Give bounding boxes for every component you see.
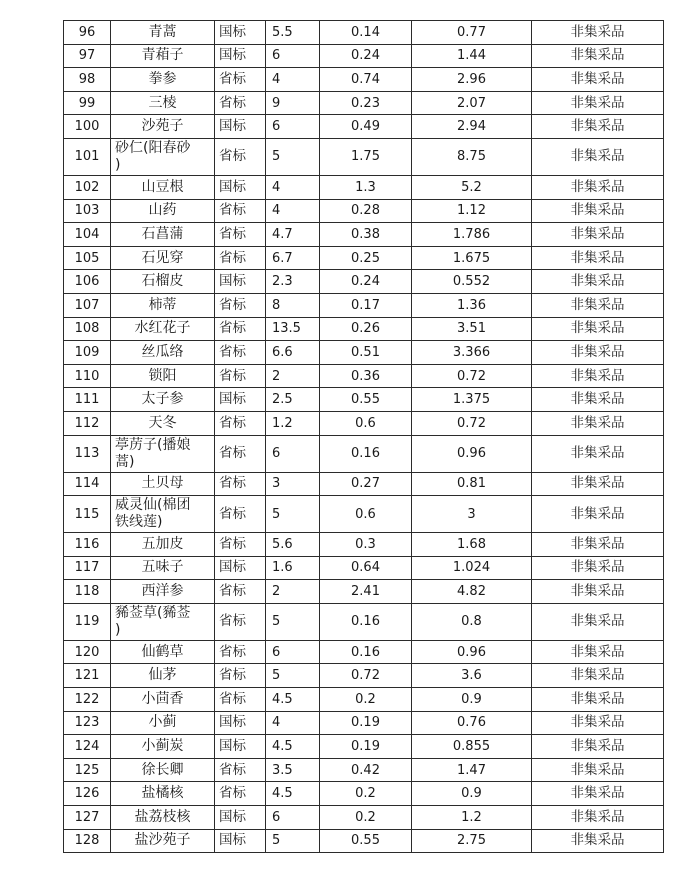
value-c-cell: 0.72 bbox=[412, 411, 532, 435]
value-c-cell: 0.72 bbox=[412, 364, 532, 388]
procurement-type-cell: 非集采品 bbox=[532, 388, 664, 412]
value-b-cell: 0.38 bbox=[320, 223, 412, 247]
row-number-cell: 102 bbox=[64, 175, 111, 199]
value-b-cell: 0.14 bbox=[320, 21, 412, 45]
procurement-type-cell: 非集采品 bbox=[532, 829, 664, 853]
table-row bbox=[64, 829, 664, 853]
herb-name-cell: 西洋参 bbox=[111, 580, 215, 604]
row-number-cell: 128 bbox=[64, 829, 111, 853]
table-row bbox=[64, 91, 664, 115]
value-b-cell: 0.16 bbox=[320, 435, 412, 472]
value-b-cell: 0.36 bbox=[320, 364, 412, 388]
standard-cell: 省标 bbox=[215, 603, 266, 640]
value-b-cell: 0.6 bbox=[320, 411, 412, 435]
procurement-type-cell: 非集采品 bbox=[532, 496, 664, 533]
value-a-cell: 6.7 bbox=[266, 246, 320, 270]
herb-name-cell: 五加皮 bbox=[111, 533, 215, 557]
value-a-cell: 4 bbox=[266, 175, 320, 199]
value-a-cell: 4.5 bbox=[266, 782, 320, 806]
standard-cell: 国标 bbox=[215, 115, 266, 139]
herb-name-cell: 徐长卿 bbox=[111, 758, 215, 782]
value-b-cell: 0.49 bbox=[320, 115, 412, 139]
row-number-cell: 117 bbox=[64, 556, 111, 580]
value-c-cell: 3.6 bbox=[412, 664, 532, 688]
value-a-cell: 6 bbox=[266, 115, 320, 139]
herb-name-cell: 石见穿 bbox=[111, 246, 215, 270]
value-a-cell: 2 bbox=[266, 580, 320, 604]
herb-name-cell: 山豆根 bbox=[111, 175, 215, 199]
value-b-cell: 0.64 bbox=[320, 556, 412, 580]
value-b-cell: 0.19 bbox=[320, 735, 412, 759]
table-row bbox=[64, 175, 664, 199]
table-row bbox=[64, 293, 664, 317]
procurement-type-cell: 非集采品 bbox=[532, 91, 664, 115]
procurement-type-cell: 非集采品 bbox=[532, 21, 664, 45]
value-b-cell: 0.74 bbox=[320, 68, 412, 92]
row-number-cell: 97 bbox=[64, 44, 111, 68]
herb-name-cell: 小蓟炭 bbox=[111, 735, 215, 759]
value-b-cell: 0.72 bbox=[320, 664, 412, 688]
table-row bbox=[64, 199, 664, 223]
table-row bbox=[64, 533, 664, 557]
row-number-cell: 124 bbox=[64, 735, 111, 759]
procurement-type-cell: 非集采品 bbox=[532, 758, 664, 782]
value-c-cell: 2.07 bbox=[412, 91, 532, 115]
table-row bbox=[64, 580, 664, 604]
procurement-type-cell: 非集采品 bbox=[532, 341, 664, 365]
table-row bbox=[64, 246, 664, 270]
procurement-type-cell: 非集采品 bbox=[532, 411, 664, 435]
table-row bbox=[64, 758, 664, 782]
value-b-cell: 0.25 bbox=[320, 246, 412, 270]
value-c-cell: 1.375 bbox=[412, 388, 532, 412]
value-a-cell: 2.3 bbox=[266, 270, 320, 294]
value-c-cell: 2.96 bbox=[412, 68, 532, 92]
procurement-type-cell: 非集采品 bbox=[532, 533, 664, 557]
procurement-type-cell: 非集采品 bbox=[532, 556, 664, 580]
herb-name-cell: 盐荔枝核 bbox=[111, 806, 215, 830]
standard-cell: 省标 bbox=[215, 411, 266, 435]
herb-name-cell: 豨莶草(豨莶 ) bbox=[111, 603, 215, 640]
value-b-cell: 0.24 bbox=[320, 270, 412, 294]
value-b-cell: 0.19 bbox=[320, 711, 412, 735]
value-b-cell: 0.16 bbox=[320, 603, 412, 640]
standard-cell: 省标 bbox=[215, 758, 266, 782]
table-body bbox=[64, 21, 664, 853]
standard-cell: 省标 bbox=[215, 688, 266, 712]
herb-name-cell: 水红花子 bbox=[111, 317, 215, 341]
herb-name-cell: 柿蒂 bbox=[111, 293, 215, 317]
standard-cell: 省标 bbox=[215, 223, 266, 247]
row-number-cell: 106 bbox=[64, 270, 111, 294]
standard-cell: 省标 bbox=[215, 496, 266, 533]
value-a-cell: 4.5 bbox=[266, 735, 320, 759]
row-number-cell: 100 bbox=[64, 115, 111, 139]
procurement-type-cell: 非集采品 bbox=[532, 199, 664, 223]
herb-name-cell: 沙苑子 bbox=[111, 115, 215, 139]
table-row bbox=[64, 364, 664, 388]
value-b-cell: 0.2 bbox=[320, 806, 412, 830]
row-number-cell: 116 bbox=[64, 533, 111, 557]
value-c-cell: 1.675 bbox=[412, 246, 532, 270]
herb-name-cell: 仙鹤草 bbox=[111, 640, 215, 664]
standard-cell: 省标 bbox=[215, 293, 266, 317]
value-c-cell: 1.12 bbox=[412, 199, 532, 223]
herb-name-cell: 石菖蒲 bbox=[111, 223, 215, 247]
value-c-cell: 0.76 bbox=[412, 711, 532, 735]
row-number-cell: 108 bbox=[64, 317, 111, 341]
table-row bbox=[64, 388, 664, 412]
herb-name-cell: 盐沙苑子 bbox=[111, 829, 215, 853]
procurement-type-cell: 非集采品 bbox=[532, 603, 664, 640]
procurement-type-cell: 非集采品 bbox=[532, 806, 664, 830]
standard-cell: 国标 bbox=[215, 711, 266, 735]
value-b-cell: 0.26 bbox=[320, 317, 412, 341]
value-b-cell: 0.55 bbox=[320, 829, 412, 853]
value-a-cell: 5.5 bbox=[266, 21, 320, 45]
herb-name-cell: 盐橘核 bbox=[111, 782, 215, 806]
value-c-cell: 0.81 bbox=[412, 472, 532, 496]
herb-name-cell: 砂仁(阳春砂 ) bbox=[111, 138, 215, 175]
value-a-cell: 4.7 bbox=[266, 223, 320, 247]
standard-cell: 国标 bbox=[215, 388, 266, 412]
herb-name-cell: 拳参 bbox=[111, 68, 215, 92]
procurement-type-cell: 非集采品 bbox=[532, 472, 664, 496]
row-number-cell: 96 bbox=[64, 21, 111, 45]
table-row bbox=[64, 341, 664, 365]
herb-name-cell: 锁阳 bbox=[111, 364, 215, 388]
standard-cell: 省标 bbox=[215, 317, 266, 341]
value-a-cell: 5 bbox=[266, 664, 320, 688]
procurement-type-cell: 非集采品 bbox=[532, 138, 664, 175]
herb-name-cell: 青蒿 bbox=[111, 21, 215, 45]
value-b-cell: 0.28 bbox=[320, 199, 412, 223]
row-number-cell: 115 bbox=[64, 496, 111, 533]
value-c-cell: 8.75 bbox=[412, 138, 532, 175]
standard-cell: 省标 bbox=[215, 91, 266, 115]
herb-name-cell: 小蓟 bbox=[111, 711, 215, 735]
standard-cell: 国标 bbox=[215, 556, 266, 580]
value-a-cell: 3 bbox=[266, 472, 320, 496]
table-row bbox=[64, 115, 664, 139]
row-number-cell: 125 bbox=[64, 758, 111, 782]
herb-name-cell: 太子参 bbox=[111, 388, 215, 412]
herb-name-cell: 天冬 bbox=[111, 411, 215, 435]
value-a-cell: 1.2 bbox=[266, 411, 320, 435]
standard-cell: 省标 bbox=[215, 246, 266, 270]
standard-cell: 省标 bbox=[215, 138, 266, 175]
standard-cell: 国标 bbox=[215, 270, 266, 294]
table-row bbox=[64, 806, 664, 830]
value-a-cell: 2.5 bbox=[266, 388, 320, 412]
value-c-cell: 2.75 bbox=[412, 829, 532, 853]
value-c-cell: 3 bbox=[412, 496, 532, 533]
row-number-cell: 123 bbox=[64, 711, 111, 735]
value-a-cell: 3.5 bbox=[266, 758, 320, 782]
value-c-cell: 0.96 bbox=[412, 640, 532, 664]
procurement-type-cell: 非集采品 bbox=[532, 68, 664, 92]
value-b-cell: 0.17 bbox=[320, 293, 412, 317]
value-b-cell: 0.16 bbox=[320, 640, 412, 664]
row-number-cell: 119 bbox=[64, 603, 111, 640]
row-number-cell: 126 bbox=[64, 782, 111, 806]
value-a-cell: 6 bbox=[266, 435, 320, 472]
value-b-cell: 0.3 bbox=[320, 533, 412, 557]
table-row bbox=[64, 138, 664, 175]
row-number-cell: 101 bbox=[64, 138, 111, 175]
row-number-cell: 99 bbox=[64, 91, 111, 115]
herb-name-cell: 三棱 bbox=[111, 91, 215, 115]
row-number-cell: 113 bbox=[64, 435, 111, 472]
procurement-type-cell: 非集采品 bbox=[532, 435, 664, 472]
value-b-cell: 0.2 bbox=[320, 782, 412, 806]
table-row bbox=[64, 472, 664, 496]
value-a-cell: 9 bbox=[266, 91, 320, 115]
value-c-cell: 1.024 bbox=[412, 556, 532, 580]
document-page bbox=[63, 20, 663, 853]
standard-cell: 省标 bbox=[215, 68, 266, 92]
value-b-cell: 0.42 bbox=[320, 758, 412, 782]
value-c-cell: 1.47 bbox=[412, 758, 532, 782]
value-c-cell: 0.77 bbox=[412, 21, 532, 45]
value-c-cell: 1.2 bbox=[412, 806, 532, 830]
value-a-cell: 5 bbox=[266, 496, 320, 533]
procurement-type-cell: 非集采品 bbox=[532, 317, 664, 341]
row-number-cell: 127 bbox=[64, 806, 111, 830]
table-row bbox=[64, 735, 664, 759]
value-c-cell: 1.36 bbox=[412, 293, 532, 317]
standard-cell: 省标 bbox=[215, 472, 266, 496]
value-c-cell: 0.8 bbox=[412, 603, 532, 640]
standard-cell: 省标 bbox=[215, 199, 266, 223]
value-a-cell: 6 bbox=[266, 44, 320, 68]
herb-name-cell: 山药 bbox=[111, 199, 215, 223]
row-number-cell: 109 bbox=[64, 341, 111, 365]
procurement-type-cell: 非集采品 bbox=[532, 688, 664, 712]
procurement-type-cell: 非集采品 bbox=[532, 735, 664, 759]
herb-name-cell: 葶苈子(播娘 蒿) bbox=[111, 435, 215, 472]
value-a-cell: 13.5 bbox=[266, 317, 320, 341]
table-row bbox=[64, 640, 664, 664]
procurement-type-cell: 非集采品 bbox=[532, 115, 664, 139]
value-a-cell: 6 bbox=[266, 640, 320, 664]
value-b-cell: 0.23 bbox=[320, 91, 412, 115]
value-c-cell: 4.82 bbox=[412, 580, 532, 604]
standard-cell: 省标 bbox=[215, 580, 266, 604]
standard-cell: 国标 bbox=[215, 44, 266, 68]
row-number-cell: 107 bbox=[64, 293, 111, 317]
data-table bbox=[63, 20, 664, 853]
procurement-type-cell: 非集采品 bbox=[532, 640, 664, 664]
table-row bbox=[64, 496, 664, 533]
standard-cell: 国标 bbox=[215, 735, 266, 759]
table-row bbox=[64, 44, 664, 68]
row-number-cell: 111 bbox=[64, 388, 111, 412]
value-a-cell: 4 bbox=[266, 711, 320, 735]
value-a-cell: 5 bbox=[266, 138, 320, 175]
herb-name-cell: 威灵仙(棉团 铁线莲) bbox=[111, 496, 215, 533]
value-a-cell: 5 bbox=[266, 603, 320, 640]
value-c-cell: 5.2 bbox=[412, 175, 532, 199]
herb-name-cell: 五味子 bbox=[111, 556, 215, 580]
value-c-cell: 0.855 bbox=[412, 735, 532, 759]
table-row bbox=[64, 782, 664, 806]
value-a-cell: 1.6 bbox=[266, 556, 320, 580]
value-a-cell: 5.6 bbox=[266, 533, 320, 557]
standard-cell: 省标 bbox=[215, 533, 266, 557]
value-a-cell: 8 bbox=[266, 293, 320, 317]
herb-name-cell: 仙茅 bbox=[111, 664, 215, 688]
table-row bbox=[64, 270, 664, 294]
table-row bbox=[64, 21, 664, 45]
standard-cell: 国标 bbox=[215, 829, 266, 853]
value-a-cell: 6.6 bbox=[266, 341, 320, 365]
table-row bbox=[64, 223, 664, 247]
standard-cell: 国标 bbox=[215, 806, 266, 830]
value-c-cell: 1.68 bbox=[412, 533, 532, 557]
value-c-cell: 3.366 bbox=[412, 341, 532, 365]
value-a-cell: 4 bbox=[266, 68, 320, 92]
standard-cell: 省标 bbox=[215, 435, 266, 472]
row-number-cell: 112 bbox=[64, 411, 111, 435]
standard-cell: 省标 bbox=[215, 782, 266, 806]
standard-cell: 省标 bbox=[215, 341, 266, 365]
value-c-cell: 1.786 bbox=[412, 223, 532, 247]
standard-cell: 国标 bbox=[215, 21, 266, 45]
procurement-type-cell: 非集采品 bbox=[532, 175, 664, 199]
procurement-type-cell: 非集采品 bbox=[532, 246, 664, 270]
value-b-cell: 0.51 bbox=[320, 341, 412, 365]
standard-cell: 省标 bbox=[215, 364, 266, 388]
table-row bbox=[64, 688, 664, 712]
value-a-cell: 4 bbox=[266, 199, 320, 223]
value-c-cell: 0.9 bbox=[412, 688, 532, 712]
value-a-cell: 4.5 bbox=[266, 688, 320, 712]
value-a-cell: 2 bbox=[266, 364, 320, 388]
herb-name-cell: 小茴香 bbox=[111, 688, 215, 712]
value-c-cell: 3.51 bbox=[412, 317, 532, 341]
standard-cell: 国标 bbox=[215, 175, 266, 199]
row-number-cell: 122 bbox=[64, 688, 111, 712]
procurement-type-cell: 非集采品 bbox=[532, 711, 664, 735]
procurement-type-cell: 非集采品 bbox=[532, 44, 664, 68]
value-b-cell: 0.6 bbox=[320, 496, 412, 533]
row-number-cell: 103 bbox=[64, 199, 111, 223]
standard-cell: 省标 bbox=[215, 640, 266, 664]
table-row bbox=[64, 556, 664, 580]
procurement-type-cell: 非集采品 bbox=[532, 270, 664, 294]
value-b-cell: 0.55 bbox=[320, 388, 412, 412]
row-number-cell: 121 bbox=[64, 664, 111, 688]
procurement-type-cell: 非集采品 bbox=[532, 580, 664, 604]
row-number-cell: 105 bbox=[64, 246, 111, 270]
procurement-type-cell: 非集采品 bbox=[532, 664, 664, 688]
row-number-cell: 110 bbox=[64, 364, 111, 388]
value-b-cell: 1.75 bbox=[320, 138, 412, 175]
value-c-cell: 0.9 bbox=[412, 782, 532, 806]
procurement-type-cell: 非集采品 bbox=[532, 782, 664, 806]
table-row bbox=[64, 411, 664, 435]
value-b-cell: 0.2 bbox=[320, 688, 412, 712]
row-number-cell: 114 bbox=[64, 472, 111, 496]
table-row bbox=[64, 711, 664, 735]
procurement-type-cell: 非集采品 bbox=[532, 364, 664, 388]
row-number-cell: 120 bbox=[64, 640, 111, 664]
table-row bbox=[64, 435, 664, 472]
table-row bbox=[64, 317, 664, 341]
value-b-cell: 2.41 bbox=[320, 580, 412, 604]
value-c-cell: 2.94 bbox=[412, 115, 532, 139]
value-b-cell: 1.3 bbox=[320, 175, 412, 199]
herb-name-cell: 石榴皮 bbox=[111, 270, 215, 294]
procurement-type-cell: 非集采品 bbox=[532, 223, 664, 247]
value-c-cell: 0.552 bbox=[412, 270, 532, 294]
value-c-cell: 0.96 bbox=[412, 435, 532, 472]
table-row bbox=[64, 68, 664, 92]
value-a-cell: 6 bbox=[266, 806, 320, 830]
standard-cell: 省标 bbox=[215, 664, 266, 688]
value-b-cell: 0.24 bbox=[320, 44, 412, 68]
value-a-cell: 5 bbox=[266, 829, 320, 853]
value-b-cell: 0.27 bbox=[320, 472, 412, 496]
row-number-cell: 118 bbox=[64, 580, 111, 604]
value-c-cell: 1.44 bbox=[412, 44, 532, 68]
table-row bbox=[64, 603, 664, 640]
row-number-cell: 98 bbox=[64, 68, 111, 92]
herb-name-cell: 土贝母 bbox=[111, 472, 215, 496]
row-number-cell: 104 bbox=[64, 223, 111, 247]
herb-name-cell: 青葙子 bbox=[111, 44, 215, 68]
table-row bbox=[64, 664, 664, 688]
herb-name-cell: 丝瓜络 bbox=[111, 341, 215, 365]
procurement-type-cell: 非集采品 bbox=[532, 293, 664, 317]
